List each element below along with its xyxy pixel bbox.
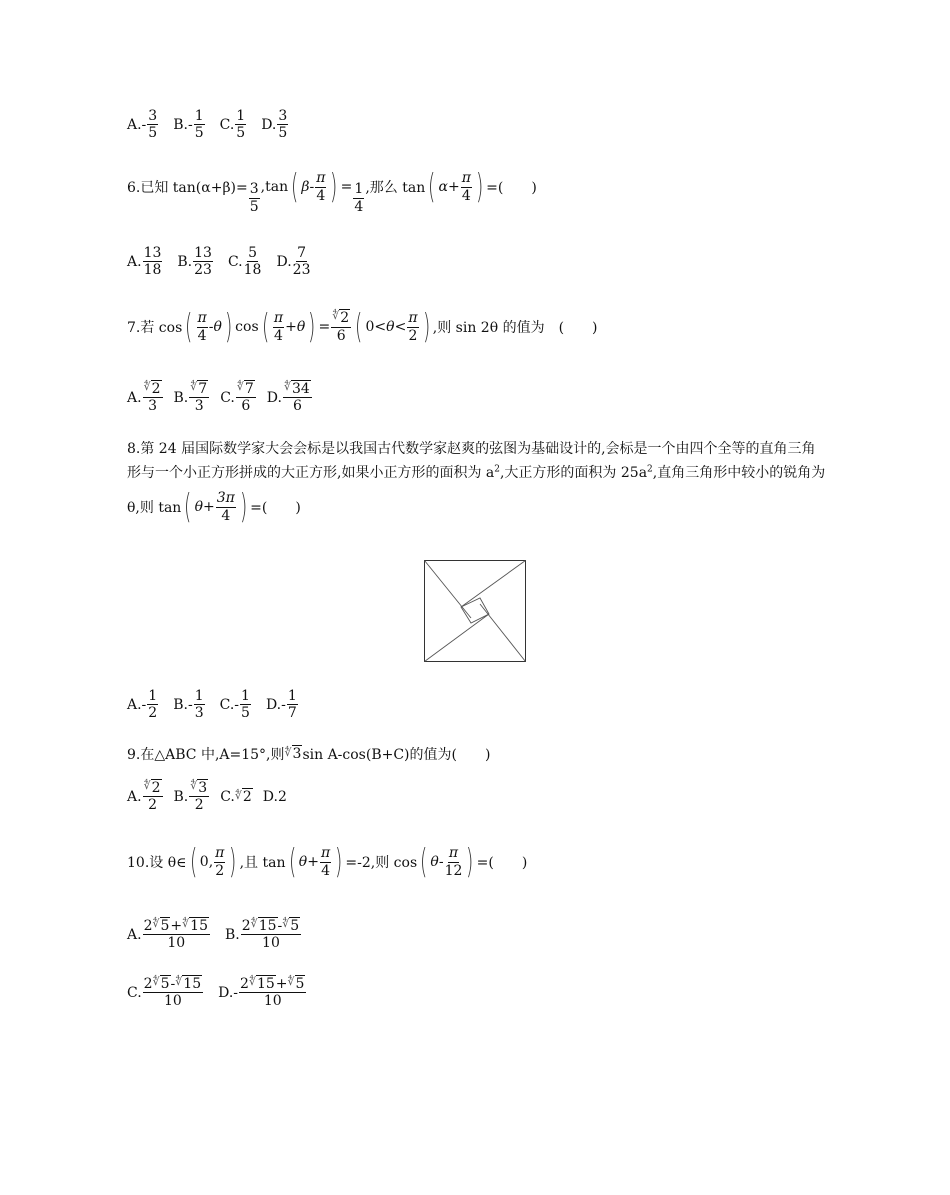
- q7-option-a: A. $\frac{^∜2}{3}$: [127, 380, 161, 415]
- q5-options: [127, 108, 303, 141]
- q10-options-row-2: [127, 976, 321, 1009]
- q8-option-a: A.- $\frac{1}{2}$: [127, 688, 158, 722]
- q6-option-b: B. $\frac{13}{23}$: [177, 245, 212, 279]
- q10-option-c: C. $\frac{2^∜5-^∜15}{10}$: [127, 975, 202, 1010]
- q6-options: [127, 245, 325, 278]
- q6-option-a: A. $\frac{13}{18}$: [127, 245, 162, 279]
- q5-option-b: B.- $\frac{1}{5}$: [173, 108, 204, 142]
- q5-option-c: C. $\frac{1}{5}$: [219, 108, 246, 142]
- q9-option-a: A. $\frac{^∜2}{2}$: [127, 779, 161, 814]
- q6-stem: 6.已知 tan(α+β)= $\frac{3}{5}$ ,tan ( β - $\frac{\pi}{4}$ ) = $\frac{1}{4}$ ,那么 tan ( α + $\frac{\pi}{4}$ ) =( ): [127, 167, 537, 215]
- q7-stem: 7.若 cos ( $\frac{\pi}{4}$ - θ ) cos ( $\frac{\pi}{4}$ + θ ) = $\frac{^∜2}{6}$ ( 0 < θ < $\frac{\pi}{2}$ ) ,则 sin 2θ 的值为 ( ): [127, 307, 598, 347]
- q5-option-a: A.- $\frac{3}{5}$: [127, 108, 158, 142]
- q8-line-1: 8.第 24 届国际数学家大会会标是以我国古代数学家赵爽的弦图为基础设计的,会标是一个由四个全等的直角三角: [127, 441, 816, 457]
- q6-option-d: D. $\frac{7}{23}$: [276, 245, 311, 279]
- q10-option-a: A. $\frac{2^∜5+^∜15}{10}$: [127, 917, 208, 952]
- q6-option-c: C. $\frac{5}{18}$: [227, 245, 262, 279]
- q10-options-row-1: [127, 918, 316, 951]
- q7-option-d: D. $\frac{^∜34}{6}$: [266, 380, 310, 415]
- q9-option-d: D. 2: [262, 788, 287, 805]
- q8-line-3: θ,则 tan ( θ + $\frac{3\pi}{4}$ ) =( ): [127, 487, 301, 527]
- q7-options: [127, 381, 327, 414]
- zhao-shuang-diagram: [424, 560, 527, 663]
- q8-options: [127, 688, 313, 721]
- q7-option-c: C. $\frac{^∜7}{6}$: [220, 380, 254, 415]
- q9-option-c: C. ∜2: [220, 788, 252, 805]
- q8-option-c: C.- $\frac{1}{5}$: [219, 688, 250, 722]
- q10-option-d: D.- $\frac{2^∜15+^∜5}{10}$: [218, 975, 305, 1010]
- q8-option-d: D.- $\frac{1}{7}$: [265, 688, 297, 722]
- q8-line-2: 形与一个小正方形拼成的大正方形,如果小正方形的面积为 $a^2$,大正方形的面积为 $25a^2$,直角三角形中较小的锐角为: [127, 464, 826, 481]
- q7-option-b: B. $\frac{^∜7}{3}$: [173, 380, 208, 415]
- q5-option-d: D. $\frac{3}{5}$: [261, 108, 288, 142]
- q10-option-b: B. $\frac{2^∜15-^∜5}{10}$: [225, 917, 300, 952]
- q10-stem: 10.设 θ∈ ( 0, $\frac{\pi}{2}$ ) ,且 tan ( θ + $\frac{\pi}{4}$ ) =-2,则 cos ( θ - $\frac{\pi}{12}$ ) =( ): [127, 842, 528, 882]
- q8-option-b: B.- $\frac{1}{3}$: [173, 688, 204, 722]
- q9-option-b: B. $\frac{^∜3}{2}$: [173, 779, 208, 814]
- q9-stem: 9.在△ABC 中,A=15°,则 ∜3 sin A-cos(B+C)的值为( ): [127, 746, 491, 763]
- q9-options: [127, 780, 301, 813]
